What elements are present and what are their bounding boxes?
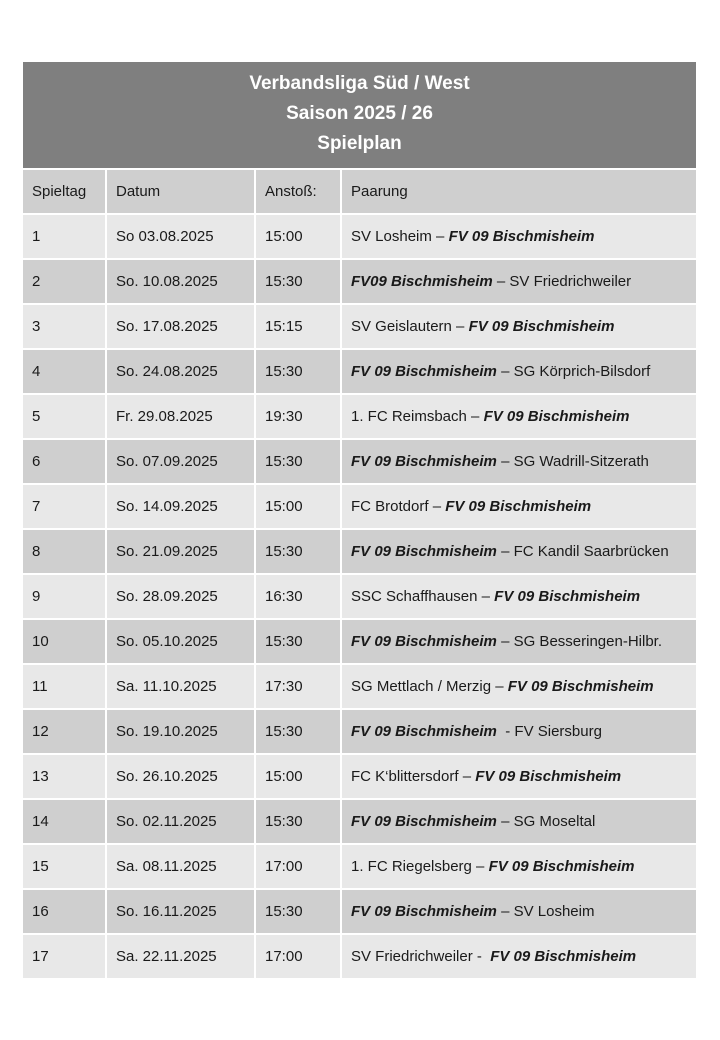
- pairing-cell: [341, 709, 696, 754]
- table-row: [23, 619, 696, 664]
- pairing-separator: -: [496, 723, 515, 740]
- pairing-cell: [341, 394, 696, 439]
- pairing-cell: [341, 259, 696, 304]
- table-row: [23, 259, 696, 304]
- matchday-cell: 14: [23, 799, 106, 844]
- kickoff-cell: 15:30: [255, 439, 341, 484]
- date-cell: So 03.08.2025: [106, 214, 255, 259]
- schedule-sheet: [23, 62, 696, 980]
- home-team: 1. FC Riegelsberg: [351, 858, 472, 875]
- kickoff-cell: 15:30: [255, 709, 341, 754]
- kickoff-cell: 15:30: [255, 529, 341, 574]
- matchday-cell: 15: [23, 844, 106, 889]
- away-team: FV 09 Bischmisheim: [490, 948, 637, 965]
- home-team: FC Brotdorf: [351, 498, 429, 515]
- away-team: FV Siersburg: [514, 723, 602, 740]
- date-cell: So. 10.08.2025: [106, 259, 255, 304]
- title-league: Verbandsliga Süd / West: [249, 73, 470, 94]
- pairing-separator: –: [451, 318, 469, 335]
- matchday-cell: 13: [23, 754, 106, 799]
- pairing-separator: –: [466, 408, 484, 425]
- table-row: [23, 844, 696, 889]
- home-team: FV 09 Bischmisheim: [351, 453, 497, 470]
- date-cell: So. 21.09.2025: [106, 529, 255, 574]
- home-team: SV Geislautern: [351, 318, 452, 335]
- matchday-cell: 11: [23, 664, 106, 709]
- pairing-separator: –: [491, 678, 508, 695]
- schedule-table-body: [23, 170, 696, 979]
- pairing-separator: –: [492, 273, 510, 290]
- column-header-spieltag: Spieltag: [23, 170, 106, 214]
- pairing-separator: –: [471, 858, 489, 875]
- matchday-cell: 2: [23, 259, 106, 304]
- home-team: FV 09 Bischmisheim: [351, 363, 497, 380]
- matchday-cell: 8: [23, 529, 106, 574]
- kickoff-cell: 15:00: [255, 754, 341, 799]
- table-row: [23, 934, 696, 979]
- date-cell: So. 05.10.2025: [106, 619, 255, 664]
- date-cell: So. 26.10.2025: [106, 754, 255, 799]
- pairing-separator: –: [496, 903, 514, 920]
- pairing-cell: [341, 214, 696, 259]
- pairing-separator: –: [431, 228, 449, 245]
- pairing-cell: [341, 529, 696, 574]
- pairing-separator: –: [496, 543, 514, 560]
- table-row: [23, 709, 696, 754]
- pairing-separator: –: [496, 813, 514, 830]
- title-schedule: Spielplan: [317, 133, 402, 154]
- kickoff-cell: 15:30: [255, 349, 341, 394]
- matchday-cell: 3: [23, 304, 106, 349]
- table-row: [23, 574, 696, 619]
- schedule-table: [23, 170, 696, 980]
- table-row: [23, 439, 696, 484]
- kickoff-cell: 17:00: [255, 934, 341, 979]
- away-team: FV 09 Bischmisheim: [494, 588, 641, 605]
- title-season: Saison 2025 / 26: [286, 103, 433, 124]
- date-cell: So. 28.09.2025: [106, 574, 255, 619]
- home-team: 1. FC Reimsbach: [351, 408, 467, 425]
- table-row: [23, 304, 696, 349]
- pairing-separator: –: [496, 633, 514, 650]
- away-team: SG Moseltal: [513, 813, 596, 830]
- pairing-separator: –: [477, 588, 495, 605]
- date-cell: So. 02.11.2025: [106, 799, 255, 844]
- table-row: [23, 889, 696, 934]
- table-row: [23, 664, 696, 709]
- table-row: [23, 754, 696, 799]
- away-team: FV 09 Bischmisheim: [488, 858, 635, 875]
- kickoff-cell: 19:30: [255, 394, 341, 439]
- matchday-cell: 16: [23, 889, 106, 934]
- table-row: [23, 799, 696, 844]
- away-team: FV 09 Bischmisheim: [507, 678, 654, 695]
- home-team: FV 09 Bischmisheim: [351, 903, 497, 920]
- date-cell: So. 07.09.2025: [106, 439, 255, 484]
- home-team: FV 09 Bischmisheim: [351, 723, 497, 740]
- pairing-separator: –: [428, 498, 446, 515]
- kickoff-cell: 15:30: [255, 799, 341, 844]
- away-team: SG Körprich-Bilsdorf: [513, 363, 651, 380]
- column-header-datum: Datum: [106, 170, 255, 214]
- away-team: SG Besseringen-Hilbr.: [513, 633, 662, 650]
- date-cell: Sa. 08.11.2025: [106, 844, 255, 889]
- kickoff-cell: 15:30: [255, 259, 341, 304]
- pairing-cell: [341, 844, 696, 889]
- pairing-cell: [341, 619, 696, 664]
- pairing-separator: -: [472, 948, 491, 965]
- column-header-paarung: Paarung: [341, 170, 696, 214]
- pairing-cell: [341, 754, 696, 799]
- kickoff-cell: 15:30: [255, 889, 341, 934]
- away-team: FV 09 Bischmisheim: [483, 408, 630, 425]
- away-team: FV 09 Bischmisheim: [475, 768, 622, 785]
- table-row: [23, 214, 696, 259]
- matchday-cell: 17: [23, 934, 106, 979]
- table-row: [23, 349, 696, 394]
- away-team: FV 09 Bischmisheim: [468, 318, 615, 335]
- kickoff-cell: 17:30: [255, 664, 341, 709]
- kickoff-cell: 15:15: [255, 304, 341, 349]
- pairing-cell: [341, 799, 696, 844]
- date-cell: So. 14.09.2025: [106, 484, 255, 529]
- matchday-cell: 12: [23, 709, 106, 754]
- date-cell: Sa. 11.10.2025: [106, 664, 255, 709]
- home-team: FV 09 Bischmisheim: [351, 813, 497, 830]
- pairing-separator: –: [496, 363, 514, 380]
- away-team: SG Wadrill-Sitzerath: [513, 453, 649, 470]
- matchday-cell: 6: [23, 439, 106, 484]
- matchday-cell: 4: [23, 349, 106, 394]
- pairing-separator: –: [496, 453, 514, 470]
- home-team: FV 09 Bischmisheim: [351, 543, 497, 560]
- away-team: FC Kandil Saarbrücken: [513, 543, 669, 560]
- pairing-cell: [341, 304, 696, 349]
- home-team: FV 09 Bischmisheim: [351, 633, 497, 650]
- kickoff-cell: 16:30: [255, 574, 341, 619]
- date-cell: So. 16.11.2025: [106, 889, 255, 934]
- kickoff-cell: 15:30: [255, 619, 341, 664]
- pairing-cell: [341, 349, 696, 394]
- pairing-separator: –: [458, 768, 476, 785]
- header-row: [23, 170, 696, 214]
- pairing-cell: [341, 439, 696, 484]
- matchday-cell: 10: [23, 619, 106, 664]
- pairing-cell: [341, 934, 696, 979]
- home-team: SG Mettlach / Merzig: [351, 678, 492, 695]
- title-block: [23, 62, 696, 170]
- pairing-cell: [341, 574, 696, 619]
- table-row: [23, 529, 696, 574]
- pairing-cell: [341, 484, 696, 529]
- pairing-cell: [341, 664, 696, 709]
- date-cell: So. 17.08.2025: [106, 304, 255, 349]
- home-team: SSC Schaffhausen: [351, 588, 478, 605]
- home-team: FC K‘blittersdorf: [351, 768, 459, 785]
- home-team: SV Friedrichweiler: [351, 948, 473, 965]
- home-team: SV Losheim: [351, 228, 432, 245]
- matchday-cell: 1: [23, 214, 106, 259]
- matchday-cell: 9: [23, 574, 106, 619]
- date-cell: So. 19.10.2025: [106, 709, 255, 754]
- away-team: FV 09 Bischmisheim: [448, 228, 595, 245]
- kickoff-cell: 15:00: [255, 214, 341, 259]
- date-cell: Fr. 29.08.2025: [106, 394, 255, 439]
- away-team: FV 09 Bischmisheim: [445, 498, 592, 515]
- pairing-cell: [341, 889, 696, 934]
- matchday-cell: 5: [23, 394, 106, 439]
- kickoff-cell: 17:00: [255, 844, 341, 889]
- away-team: SV Losheim: [513, 903, 595, 920]
- date-cell: Sa. 22.11.2025: [106, 934, 255, 979]
- matchday-cell: 7: [23, 484, 106, 529]
- kickoff-cell: 15:00: [255, 484, 341, 529]
- away-team: SV Friedrichweiler: [509, 273, 632, 290]
- table-row: [23, 394, 696, 439]
- date-cell: So. 24.08.2025: [106, 349, 255, 394]
- home-team: FV09 Bischmisheim: [351, 273, 493, 290]
- column-header-anstoss: Anstoß:: [255, 170, 341, 214]
- table-row: [23, 484, 696, 529]
